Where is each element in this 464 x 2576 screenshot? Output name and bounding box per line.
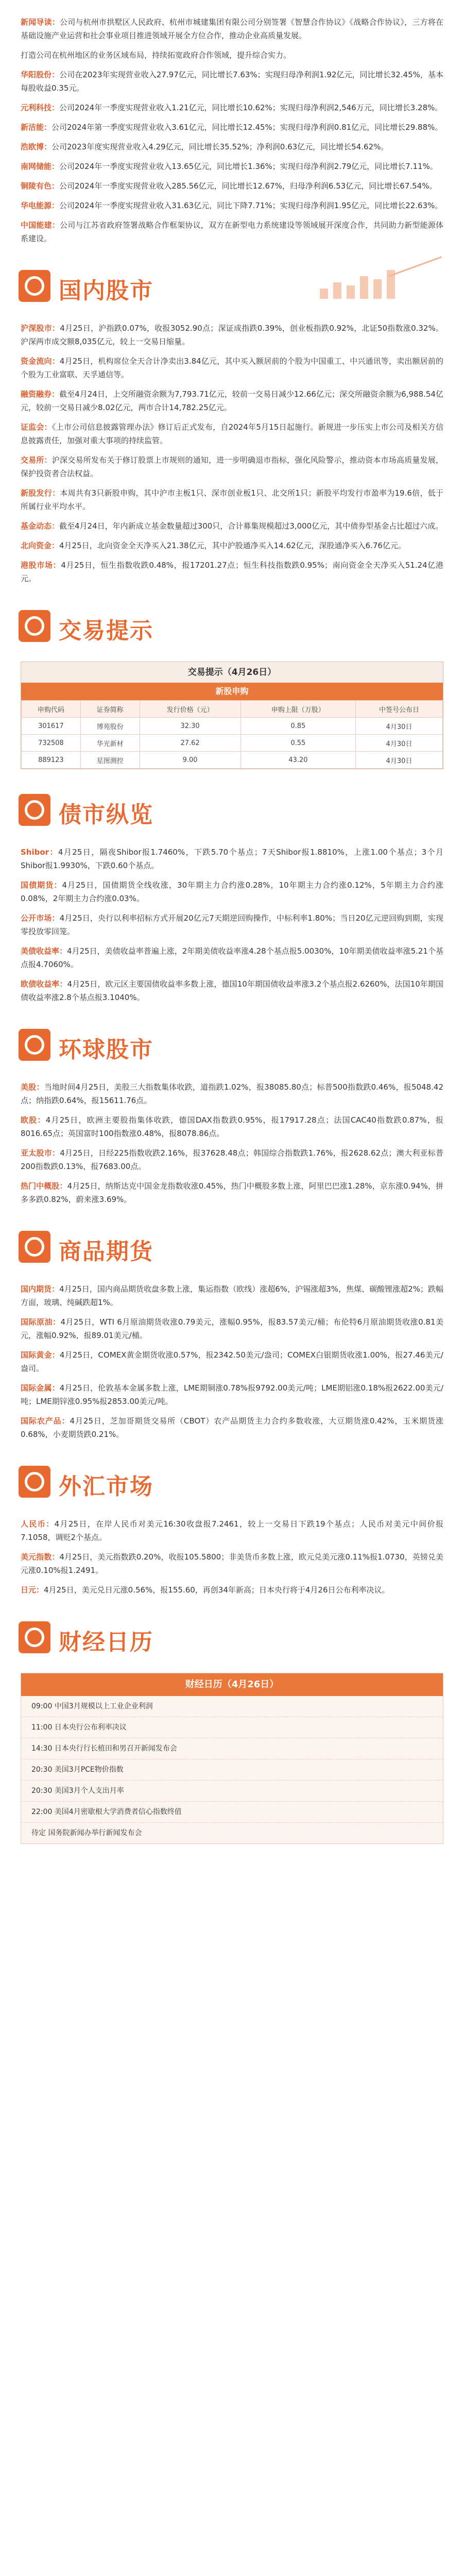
paragraph-text: 4月25日，纳斯达克中国金龙指数收涨0.45%，热门中概股多数上涨，阿里巴巴涨1.28%，京东涨0.94%，拼多多跌0.82%，蔚来涨3.69%。 [21, 1181, 443, 1204]
paragraph-text: 4月25日，美元兑日元涨0.56%，报155.60，再创34年新高；日本央行将于4月26日公布利率决议。 [44, 1585, 390, 1595]
paragraph-lead: 元利科技： [21, 103, 60, 112]
news-paragraph [21, 977, 443, 1004]
paragraph-text: 截至4月24日，年内新成立基金数量超过300只，合计募集规模超过3,000亿元，其中债券型基金占比超过六成。 [59, 521, 443, 531]
calendar-title: 财经日历（4月26日） [21, 1673, 443, 1696]
paragraph-lead: 日元： [21, 1585, 44, 1595]
table-header-cell: 证券简称 [80, 701, 140, 718]
paragraph-text: 截至4月24日，上交所融资余额为7,793.71亿元，较前一交易日减少12.66亿元；深交所融资余额为6,988.54亿元，较前一交易日减少8.02亿元，两市合计14,782.25亿元。 [21, 389, 443, 412]
news-paragraph [21, 101, 443, 114]
news-paragraph [21, 878, 443, 905]
bond-icon [19, 794, 50, 826]
paragraph-text: 公司2024年一季度实现营业收入1.21亿元，同比增长10.62%；实现归母净利润2,546万元，同比增长3.28%。 [59, 103, 443, 112]
paragraph-text: 4月25日，沪指跌0.07%，收报3052.90点；深证成指跌0.39%，创业板指跌0.92%，北证50指数涨0.32%。沪深两市成交额8,035亿元，较上一交易日缩量。 [21, 324, 443, 346]
table-cell: 博苑股份 [80, 718, 140, 735]
table-header-cell: 中签号公布日 [355, 701, 442, 718]
table-cell: 32.30 [140, 718, 240, 735]
news-paragraph [21, 321, 443, 348]
paragraph-text: 公司2024年一季度实现营业收入285.56亿元，同比增长12.67%，归母净利润6.53亿元，同比增长67.54%。 [59, 181, 437, 191]
chart-icon [19, 270, 50, 302]
paragraph-lead: 热门中概股： [21, 1181, 67, 1191]
ipo-table [21, 700, 443, 769]
paragraph-text: 公司2024年一季度实现营业收入13.65亿元，同比增长1.36%；实现归母净利润2.79亿元，同比增长7.11%。 [59, 162, 438, 171]
news-paragraph [21, 121, 443, 134]
table-cell: 4月30日 [355, 752, 442, 769]
table-header-cell: 申购上限（万股） [240, 701, 355, 718]
paragraph-text: 4月25日，欧洲主要股指集体收跌，德国DAX指数跌0.95%，报17917.28点；法国CAC40指数跌0.87%，报8016.65点；英国富时100指数涨0.48%，报8078.86点。 [21, 1115, 443, 1138]
section-title: 商品期货 [59, 1239, 153, 1265]
table-cell: 27.62 [140, 735, 240, 752]
commodity-icon [19, 1231, 50, 1263]
calendar-box [21, 1673, 443, 1844]
trading-table-box [21, 662, 443, 769]
bond-section [0, 845, 464, 1004]
paragraph-lead: 美债收益率： [21, 946, 67, 956]
table-header-cell: 发行价格（元） [140, 701, 240, 718]
paragraph-lead: 港股市场： [21, 561, 61, 570]
news-paragraph [21, 420, 443, 447]
news-paragraph [21, 1282, 443, 1309]
currency-icon [19, 1466, 50, 1498]
paragraph-lead: 沪深股市： [21, 324, 60, 333]
calendar-item: 20:30 美国3月个人支出月率 [21, 1781, 443, 1802]
section-title: 国内股市 [59, 278, 153, 304]
table-cell: 43.20 [240, 752, 355, 769]
paragraph-text: 沪深交易所发布关于修订股票上市规则的通知，进一步明确退市指标，强化风险警示，推动资本市场高质量发展，保护投资者合法权益。 [21, 455, 443, 478]
paragraph-lead: 国际黄金： [21, 1350, 60, 1360]
bell-icon [19, 610, 50, 642]
paragraph-lead: 国债期货： [21, 880, 62, 890]
paragraph-lead: 交易所： [21, 455, 52, 465]
paragraph-lead: 新闻导读： [21, 18, 60, 27]
table-title: 交易提示（4月26日） [21, 662, 443, 683]
news-paragraph [21, 539, 443, 552]
paragraph-text: 4月25日，恒生指数收跌0.48%，报17201.27点；恒生科技指数跌0.95%；南向资金全天净买入51.24亿港元。 [21, 561, 443, 583]
paragraph-lead: 欧债收益率： [21, 979, 67, 989]
news-paragraph [21, 845, 443, 872]
news-paragraph [21, 140, 443, 154]
paragraph-text: 公司与杭州市拱墅区人民政府、杭州市城建集团有限公司分别签署《智慧合作协议》《战略合作协议》，三方将在基础设施产业运营和社会事业项目推进领域开展全方位合作，推动企业高质量发展。 [21, 18, 443, 40]
table-cell: 889123 [22, 752, 81, 769]
paragraph-lead: 新股发行： [21, 488, 60, 498]
section-header-domestic [0, 255, 464, 316]
paragraph-lead: 亚太股市： [21, 1148, 60, 1158]
paragraph-text: 公司2024年第一季度实现营业收入3.61亿元，同比增长12.45%；实现归母净利润0.81亿元，同比增长29.88%。 [51, 123, 443, 132]
paragraph-text: 4月25日，国债期货全线收涨，30年期主力合约涨0.28%，10年期主力合约涨0.12%，5年期主力合约涨0.08%，2年期主力合约涨0.03%。 [21, 880, 443, 903]
paragraph-text: 本周共有3只新股申购，其中沪市主板1只、深市创业板1只、北交所1只；新股平均发行市盈率为19.6倍，低于所属行业平均水平。 [21, 488, 443, 511]
paragraph-text: 4月25日，隔夜Shibor报1.7460%，下跌5.70个基点；7天Shibor报1.8810%，上涨1.00个基点；3个月Shibor报1.9930%，下跌0.60个基点。 [21, 848, 443, 870]
calendar-item: 09:00 中国3月规模以上工业企业利润 [21, 1696, 443, 1717]
paragraph-text: 4月25日，美元指数跌0.20%，收报105.5800；非美货币多数上涨，欧元兑美元涨0.11%报1.0730，英镑兑美元涨0.10%报1.2491。 [21, 1552, 443, 1575]
news-paragraph [21, 387, 443, 414]
calendar-item: 待定 国务院新闻办举行新闻发布会 [31, 1829, 142, 1837]
paragraph-lead: 国内期货： [21, 1284, 60, 1294]
paragraph-text: 打造公司在杭州地区的业务区域布局，持续拓宽政府合作领域，提升综合实力。 [21, 50, 291, 60]
calendar-item: 11:00 日本央行公布利率决议 [21, 1717, 443, 1738]
paragraph-text: 4月25日，央行以利率招标方式开展20亿元7天期逆回购操作，中标利率1.80%；当日20亿元逆回购到期，实现零投放零回笼。 [21, 913, 443, 936]
paragraph-lead: 资金流向： [21, 357, 60, 366]
news-paragraph [21, 179, 443, 193]
news-paragraph [21, 486, 443, 513]
paragraph-lead: 新洁能： [21, 123, 52, 132]
section-header-global [0, 1013, 464, 1075]
table-cell: 星图测控 [80, 752, 140, 769]
paragraph-lead: 北向资金： [21, 541, 60, 550]
section-title: 财经日历 [59, 1629, 153, 1655]
section-header-calendar [0, 1606, 464, 1668]
paragraph-text: 公司与江苏省政府签署战略合作框架协议，双方在新型电力系统建设等领域展开深度合作，共同助力新型能源体系建设。 [21, 221, 443, 243]
table-cell: 732508 [22, 735, 81, 752]
table-cell: 0.55 [240, 735, 355, 752]
paragraph-lead: 美元指数： [21, 1552, 60, 1562]
news-paragraph [21, 48, 443, 62]
news-paragraph [21, 1550, 443, 1577]
paragraph-lead: 人民币： [21, 1519, 55, 1529]
news-paragraph [21, 68, 443, 95]
table-subtitle: 新股申购 [21, 683, 443, 700]
news-paragraph [21, 1414, 443, 1441]
commodity-section [0, 1282, 464, 1441]
paragraph-text: 4月25日，伦敦基本金属多数上涨，LME期铜涨0.78%报9792.00美元/吨；LME期铝涨0.18%报2622.00美元/吨；LME期锌涨0.95%报2853.00美元/吨。 [21, 1383, 443, 1406]
globe-icon [19, 1029, 50, 1061]
calendar-icon [19, 1621, 50, 1653]
paragraph-text: 公司在2023年实现营业收入27.97亿元，同比增长7.63%；实现归母净利润1.92亿元，同比增长32.45%，基本每股收益0.35元。 [21, 70, 443, 93]
table-row [22, 718, 443, 735]
paragraph-text: 4月25日，在岸人民币对美元16:30收盘报7.2461，较上一交易日下跌19个基点；人民币对美元中间价报7.1058，调贬2个基点。 [21, 1519, 443, 1542]
paragraph-lead: 国际金属： [21, 1383, 60, 1393]
paragraph-lead: 中国能建： [21, 221, 60, 230]
news-paragraph [21, 218, 443, 245]
bar-chart-decoration [320, 266, 443, 299]
domestic-section [0, 321, 464, 585]
paragraph-text: 《上市公司信息披露管理办法》修订后正式发布，自2024年5月15日起施行。新规进一步压实上市公司及相关方信息披露责任，加强对重大事项的持续监管。 [21, 422, 443, 445]
news-paragraph [21, 944, 443, 971]
table-row [22, 752, 443, 769]
paragraph-text: 4月25日，日经225指数收跌2.16%，报37628.48点；韩国综合指数跌1.76%，报2628.62点；澳大利亚标普200指数跌0.13%，报7683.00点。 [21, 1148, 443, 1171]
paragraph-lead: 公开市场： [21, 913, 60, 923]
paragraph-lead: 国际农产品： [21, 1416, 70, 1426]
table-cell: 9.00 [140, 752, 240, 769]
table-row [22, 735, 443, 752]
news-paragraph [21, 1583, 443, 1597]
paragraph-text: 4月25日，美债收益率普遍上涨，2年期美债收益率涨4.28个基点报5.0030%，10年期美债收益率涨5.21个基点报4.7060%。 [21, 946, 443, 969]
global-section [0, 1080, 464, 1206]
news-paragraph [21, 354, 443, 381]
news-paragraph [21, 911, 443, 938]
intro-section [0, 15, 464, 245]
section-header-trading [0, 595, 464, 656]
paragraph-lead: 南网储能： [21, 162, 60, 171]
table-cell: 4月30日 [355, 718, 442, 735]
news-paragraph [21, 558, 443, 585]
section-title: 外汇市场 [59, 1473, 153, 1500]
news-paragraph [21, 1517, 443, 1544]
table-cell: 华光新材 [80, 735, 140, 752]
paragraph-text: 4月25日，欧元区主要国债收益率多数上涨，德国10年期国债收益率涨3.2个基点报2.6260%，法国10年期国债收益率涨2.8个基点报3.1040%。 [21, 979, 443, 1002]
paragraph-lead: 融资融券： [21, 389, 60, 399]
paragraph-lead: 华阳股份： [21, 70, 60, 79]
news-paragraph [21, 1348, 443, 1375]
table-header-cell: 申购代码 [22, 701, 81, 718]
section-title: 环球股市 [59, 1037, 153, 1063]
paragraph-text: 公司2024年一季度实现营业收入31.63亿元，同比下降7.71%；实现归母净利润1.95亿元，同比增长22.63%。 [59, 201, 443, 210]
paragraph-text: 4月25日，WTI 6月原油期货收涨0.79美元，涨幅0.95%，报83.57美元/桶；布伦特6月原油期货收涨0.81美元，涨幅0.92%，报89.01美元/桶。 [21, 1317, 443, 1340]
paragraph-lead: 欧股： [21, 1115, 46, 1125]
news-paragraph [21, 1179, 443, 1206]
paragraph-lead: 证监会： [21, 422, 52, 432]
table-cell: 301617 [22, 718, 81, 735]
paragraph-lead: 铜陵有色： [21, 181, 60, 191]
paragraph-lead: 华电能源： [21, 201, 60, 210]
paragraph-text: 4月25日，COMEX黄金期货收涨0.57%，报2342.50美元/盎司；COMEX白银期货收涨1.00%，报27.46美元/盎司。 [21, 1350, 443, 1373]
paragraph-text: 4月25日，北向资金全天净买入21.38亿元，其中沪股通净买入14.62亿元，深股通净买入6.76亿元。 [59, 541, 406, 550]
calendar-item: 20:30 美国3月PCE物价指数 [21, 1759, 443, 1781]
table-cell: 0.85 [240, 718, 355, 735]
calendar-item: 22:00 美国4月密歇根大学消费者信心指数终值 [21, 1802, 443, 1823]
calendar-item: 14:30 日本央行行长植田和男召开新闻发布会 [21, 1738, 443, 1759]
paragraph-lead: 基金动态： [21, 521, 60, 531]
paragraph-lead: 美股： [21, 1082, 44, 1092]
section-header-bond [0, 778, 464, 840]
section-title: 交易提示 [59, 618, 153, 644]
news-paragraph [21, 453, 443, 480]
paragraph-lead: 浩欧博： [21, 142, 52, 151]
fx-section [0, 1517, 464, 1597]
news-paragraph [21, 1080, 443, 1107]
section-title: 债市纵览 [59, 802, 153, 828]
paragraph-text: 当地时间4月25日，美股三大指数集体收跌，道指跌1.02%，报38085.80点；标普500指数跌0.46%，报5048.42点；纳指跌0.64%，报15611.76点。 [21, 1082, 443, 1105]
section-header-commodity [0, 1215, 464, 1277]
paragraph-text: 4月25日，机构席位全天合计净卖出3.84亿元，其中买入额居前的个股为中国重工、中兴通讯等，卖出额居前的个股为工业富联、天孚通信等。 [21, 357, 443, 379]
news-paragraph [21, 519, 443, 533]
news-paragraph [21, 1381, 443, 1408]
news-paragraph [21, 1146, 443, 1173]
news-paragraph [21, 160, 443, 173]
table-cell: 4月30日 [355, 735, 442, 752]
news-paragraph [21, 199, 443, 212]
paragraph-lead: 国际原油： [21, 1317, 61, 1327]
news-paragraph [21, 1315, 443, 1342]
paragraph-text: 4月25日，国内商品期货收盘多数上涨，集运指数（欧线）涨超6%，沪锡涨超3%，焦煤、碳酸锂涨超2%；跌幅方面，玻璃、纯碱跌超1%。 [21, 1284, 443, 1307]
paragraph-lead: Shibor： [21, 848, 58, 857]
news-paragraph [21, 15, 443, 42]
paragraph-text: 4月25日，芝加哥期货交易所（CBOT）农产品期货主力合约多数收涨，大豆期货涨0.42%，玉米期货涨0.68%，小麦期货跌0.21%。 [21, 1416, 443, 1439]
news-paragraph [21, 1113, 443, 1140]
section-header-fx [0, 1450, 464, 1512]
paragraph-text: 公司2023年度实现营业收入4.29亿元，同比增长35.52%；净利润0.63亿元，同比增长54.62%。 [51, 142, 389, 151]
